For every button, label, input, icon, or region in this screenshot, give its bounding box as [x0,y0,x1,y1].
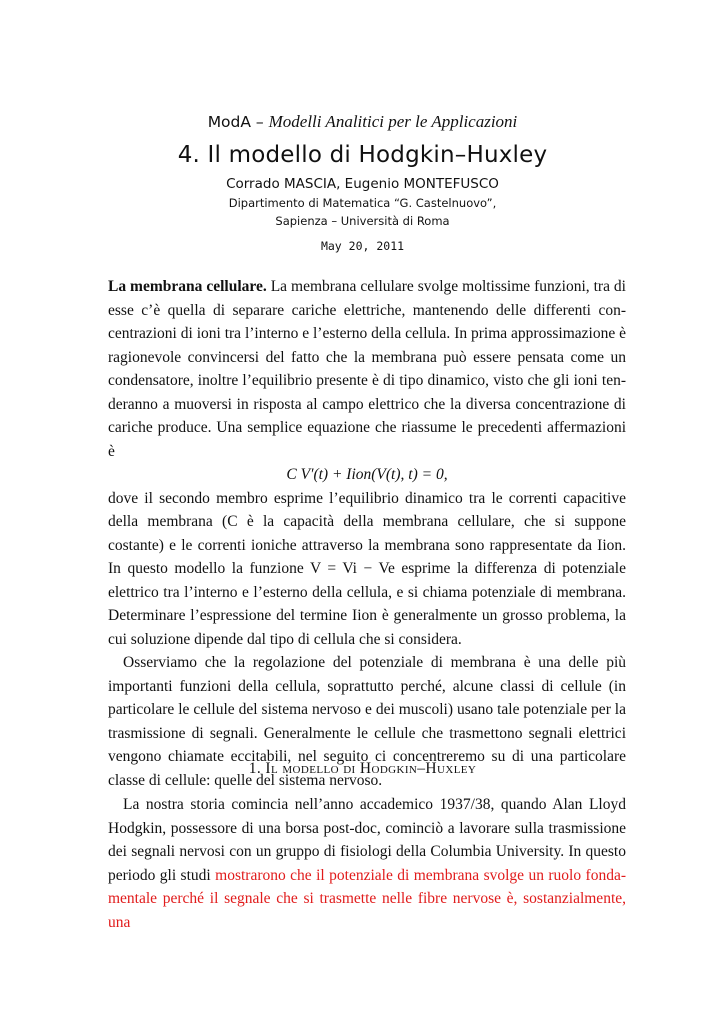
section-1-paragraph-1 [108,793,626,934]
intro-paragraph-3: Osserviamo che la regolazione del potenziale di membrana è una delle più importanti funzioni della cellula, soprattutto perché, alcune classi di cellule (in particolare le cellule del sistema nervoso e dei muscoli) usano tale potenziale per la trasmissione di segnali. Generalmente le cellule che trasmettono segnali elettrici vengono chiamate eccitabili, nel seguito ci concentreremo su di una particolare classe di cellule: quelle del sistema nervoso. [108,654,626,789]
authors: Corrado MASCIA, Eugenio MONTEFUSCO [226,176,499,192]
section-1-text: La nostra storia comincia nell’anno accademico 1937/38, quando Alan Lloyd Hodgkin, possessore di una borsa post-doc, cominciò a lavorare sulla trasmissione dei segnali nervosi con un gruppo di fisiologi della Columbia University. In questo periodo gli studi [108,796,626,884]
section-heading: 1. Il modello di Hodgkin–Huxley [248,760,477,777]
intro-paragraph-1-text: La membrana cellulare svolge moltissime funzioni, tra di esse c’è quella di separare cariche elettriche, mantenendo delle differenti concentrazioni di ioni tra l’interno e l’esterno della cellula. In prima approssimazione è ragionevole convincersi del fatto che la membrana può essere pensata come un condensatore, inoltre l’equilibrio presente è di tipo dinamico, visto che gli ioni tenderanno a muoversi in risposta al campo elettrico che la diversa concentrazione di cariche produce. Una semplice equazione che riassume le precedenti affermazioni è [108,278,626,460]
series-abbr: ModA [207,113,251,131]
paragraph-lead: La membrana cellulare. [108,278,267,295]
highlighted-text: mostrarono che il potenziale di membrana svolge un ruolo fondamentale perché il segnale che si trasmette nelle fibre nervose è, sostanzialmente, una [108,866,626,931]
intro-section [108,275,626,792]
date: May 20, 2011 [320,239,405,253]
series-line [0,112,725,132]
intro-paragraph-2: dove il secondo membro esprime l’equilibrio dinamico tra le correnti capacitive della membrana (C è la capacità della membrana cellulare, che si suppone costante) e le correnti ioniche attraverso la membrana sono rappresentate da Iion. In questo modello la funzione V = Vi − Ve esprime la differenza di potenziale elettrico tra l’interno e l’esterno della cellula, e si chiama potenziale di membrana. Determinare l’espressione del termine Iion è generalmente un grosso problema, la cui soluzione dipende dal tipo di cellula che si considera. [108,489,626,648]
affiliation-line-2: Sapienza – Università di Roma [275,214,450,228]
intro-paragraph-1 [108,275,626,463]
affiliation-line-1: Dipartimento di Matematica “G. Castelnuovo”, [228,196,497,210]
membrane-equation: C V′(t) + Iion(V(t), t) = 0, [286,466,448,483]
section-1-body [108,793,626,934]
series-dash: – [251,113,269,131]
series-full-name: Modelli Analitici per le Applicazioni [268,112,518,131]
page-title: 4. Il modello di Hodgkin–Huxley [177,142,548,168]
